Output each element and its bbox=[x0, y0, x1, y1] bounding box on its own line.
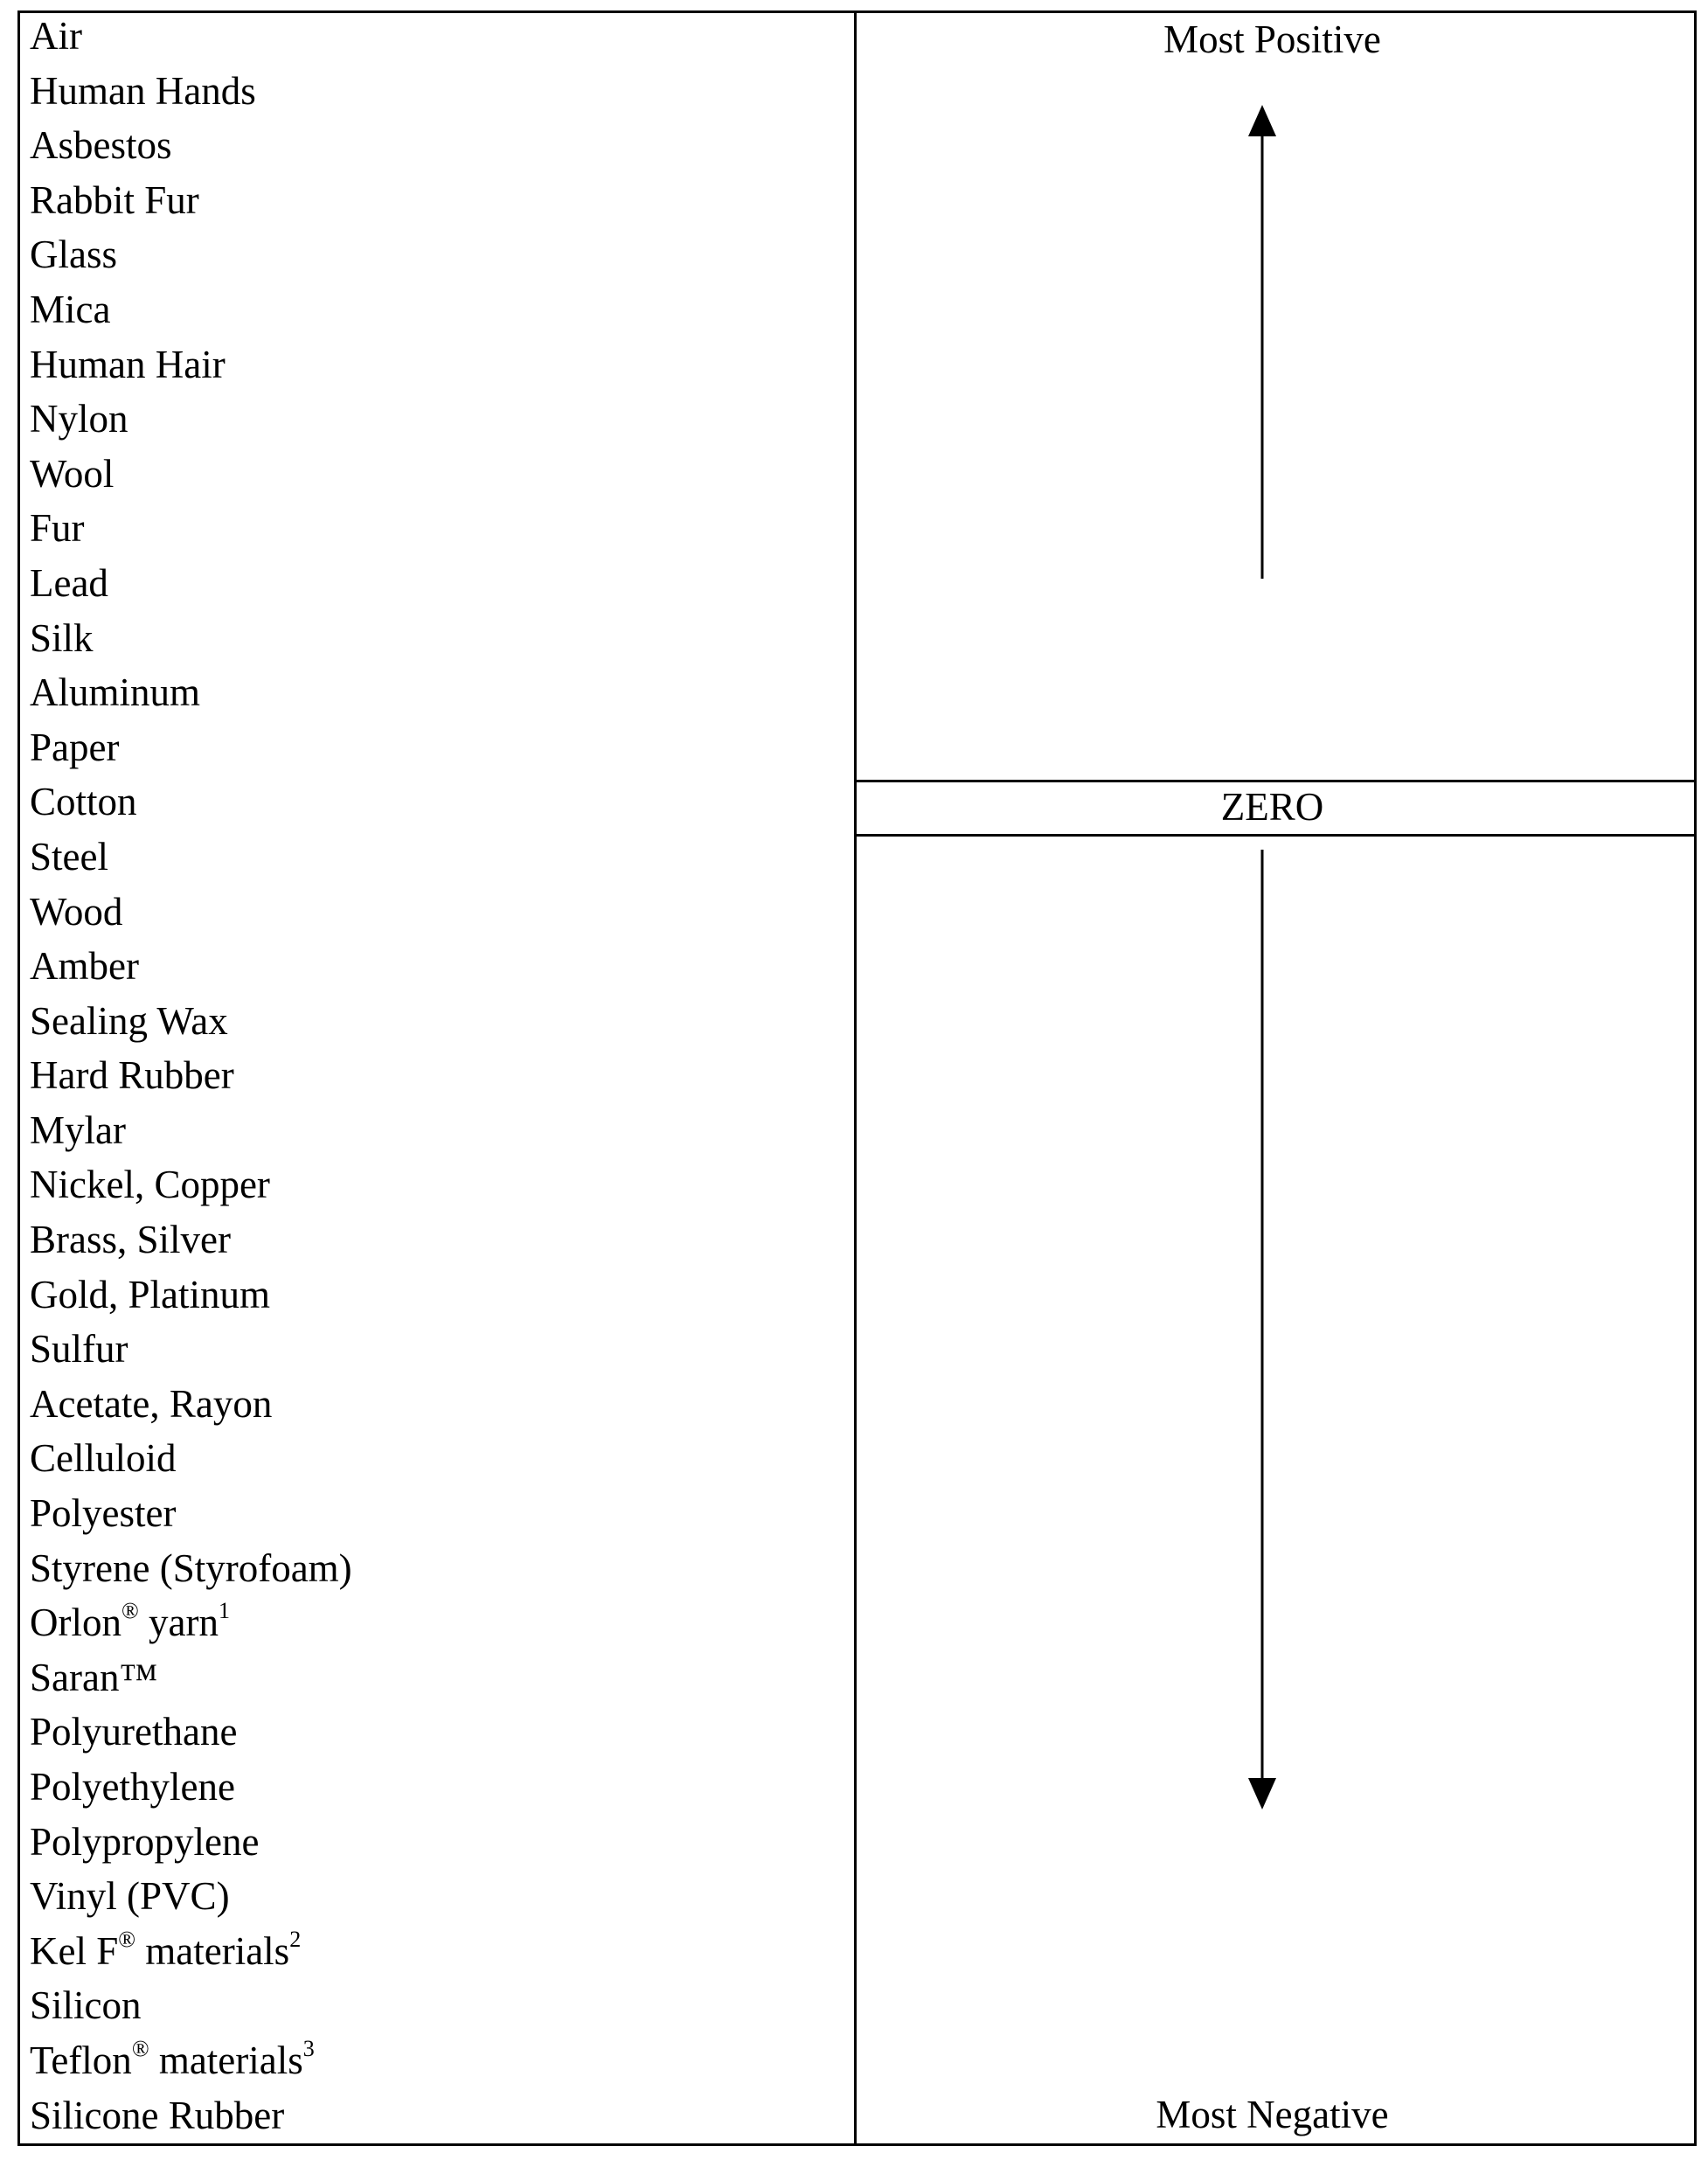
most-negative-label: Most Negative bbox=[1156, 2093, 1389, 2136]
material-name: Fur bbox=[30, 506, 85, 551]
material-name: Polypropylene bbox=[30, 1819, 260, 1864]
material-name: Human Hands bbox=[30, 68, 256, 113]
material-item bbox=[30, 885, 352, 940]
material-name: Nickel, Copper bbox=[30, 1163, 270, 1207]
material-item bbox=[30, 337, 352, 392]
material-name: Lead bbox=[30, 560, 108, 605]
material-name: Rabbit Fur bbox=[30, 177, 199, 222]
footnote-marker: 3 bbox=[302, 2035, 315, 2061]
material-name: Hard Rubber bbox=[30, 1053, 234, 1098]
material-item bbox=[30, 1760, 352, 1815]
material-name: Wool bbox=[30, 451, 115, 496]
material-item bbox=[30, 939, 352, 994]
material-name: Wood bbox=[30, 889, 123, 934]
material-item bbox=[30, 1815, 352, 1870]
footnote-marker: 1 bbox=[218, 1598, 230, 1624]
material-name: Sealing Wax bbox=[30, 998, 228, 1043]
material-item bbox=[30, 1924, 352, 1979]
material-name: Kel F bbox=[30, 1928, 119, 1973]
trademark-mark: ® bbox=[122, 1598, 139, 1624]
material-item bbox=[30, 1048, 352, 1103]
material-item bbox=[30, 830, 352, 885]
material-item bbox=[30, 173, 352, 228]
trademark-mark: ® bbox=[118, 1926, 136, 1952]
material-item bbox=[30, 118, 352, 173]
material-name: Polyethylene bbox=[30, 1765, 235, 1809]
material-item bbox=[30, 556, 352, 611]
material-name: Polyester bbox=[30, 1491, 177, 1536]
zero-label: ZERO bbox=[1220, 785, 1324, 829]
material-name: Silicon bbox=[30, 1983, 142, 2028]
material-item bbox=[30, 1869, 352, 1924]
material-item bbox=[30, 501, 352, 556]
column-divider bbox=[854, 13, 857, 2143]
materials-list bbox=[30, 9, 352, 2143]
material-item bbox=[30, 1705, 352, 1760]
material-name: Air bbox=[30, 14, 82, 58]
material-item bbox=[30, 611, 352, 666]
material-item bbox=[30, 227, 352, 282]
footnote-marker: 2 bbox=[289, 1926, 302, 1952]
material-item bbox=[30, 9, 352, 64]
material-item bbox=[30, 1157, 352, 1212]
material-item bbox=[30, 392, 352, 447]
material-name: Nylon bbox=[30, 397, 128, 441]
material-name: Mylar bbox=[30, 1108, 126, 1152]
material-item bbox=[30, 64, 352, 119]
material-name: Silk bbox=[30, 615, 94, 660]
material-name: Aluminum bbox=[30, 670, 201, 715]
material-item bbox=[30, 1103, 352, 1158]
trademark-mark: ® bbox=[131, 2035, 149, 2061]
material-item bbox=[30, 2033, 352, 2088]
material-item bbox=[30, 720, 352, 775]
material-name: Polyurethane bbox=[30, 1710, 238, 1754]
material-name: Acetate, Rayon bbox=[30, 1381, 273, 1426]
material-item bbox=[30, 2088, 352, 2143]
material-item bbox=[30, 1377, 352, 1432]
material-item bbox=[30, 1212, 352, 1268]
material-name: Saran™ bbox=[30, 1655, 158, 1699]
material-name: Glass bbox=[30, 233, 117, 277]
material-name: Orlon bbox=[30, 1601, 122, 1645]
material-item bbox=[30, 1650, 352, 1705]
material-item bbox=[30, 1486, 352, 1541]
material-name: Amber bbox=[30, 944, 139, 989]
material-suffix: yarn bbox=[138, 1601, 219, 1645]
material-item bbox=[30, 1978, 352, 2033]
material-name: Asbestos bbox=[30, 123, 172, 168]
material-name: Sulfur bbox=[30, 1327, 128, 1372]
material-item bbox=[30, 1541, 352, 1596]
zero-band-bottom-line bbox=[857, 834, 1694, 837]
material-item bbox=[30, 447, 352, 502]
material-name: Celluloid bbox=[30, 1436, 177, 1481]
material-item bbox=[30, 1322, 352, 1377]
material-name: Steel bbox=[30, 834, 108, 879]
material-name: Paper bbox=[30, 725, 120, 769]
material-item bbox=[30, 1595, 352, 1650]
material-name: Vinyl (PVC) bbox=[30, 1874, 230, 1919]
material-name: Teflon bbox=[30, 2038, 132, 2082]
material-item bbox=[30, 665, 352, 720]
material-item bbox=[30, 774, 352, 830]
material-name: Gold, Platinum bbox=[30, 1272, 271, 1316]
material-name: Styrene (Styrofoam) bbox=[30, 1545, 352, 1590]
material-item bbox=[30, 1268, 352, 1323]
material-item bbox=[30, 282, 352, 337]
material-name: Human Hair bbox=[30, 342, 226, 386]
material-name: Mica bbox=[30, 287, 111, 331]
material-name: Silicone Rubber bbox=[30, 2093, 285, 2137]
most-positive-label: Most Positive bbox=[1163, 17, 1381, 61]
material-item bbox=[30, 1431, 352, 1486]
material-name: Cotton bbox=[30, 780, 137, 824]
material-item bbox=[30, 994, 352, 1049]
material-suffix: materials bbox=[135, 1928, 290, 1973]
material-suffix: materials bbox=[149, 2038, 303, 2082]
material-name: Brass, Silver bbox=[30, 1218, 231, 1262]
